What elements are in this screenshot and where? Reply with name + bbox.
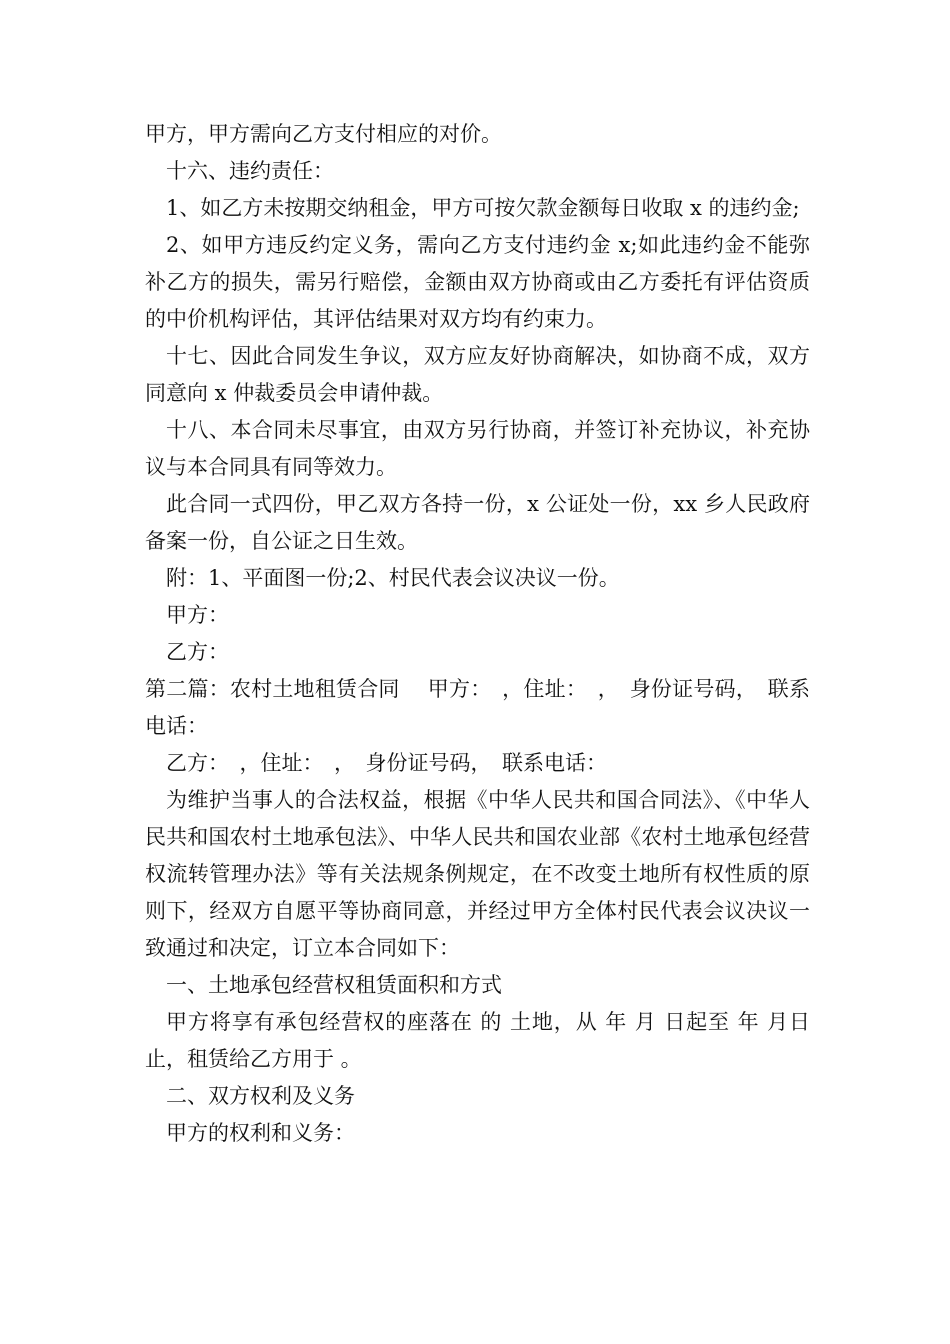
paragraph-13: 为维护当事人的合法权益，根据《中华人民共和国合同法》、《中华人民共和国农村土地承包法》、中华人民共和国农业部《农村土地承包经营权流转管理办法》等有关法规条例规定，在不改变土地所有权性质的原则下，经双方自愿平等协商同意，并经过甲方全体村民代表会议决议一致通过和决定，订立本合同如下： xyxy=(145,788,810,960)
paragraph-1: 甲方，甲方需向乙方支付相应的对价。 xyxy=(145,122,502,146)
contract-text xyxy=(145,116,810,1152)
paragraph-3: 1、如乙方未按期交纳租金，甲方可按欠款金额每日收取 x 的违约金; xyxy=(166,196,800,220)
paragraph-5: 十七、因此合同发生争议，双方应友好协商解决，如协商不成，双方同意向 x 仲裁委员会申请仲裁。 xyxy=(145,344,810,405)
paragraph-4: 2、如甲方违反约定义务，需向乙方支付违约金 x;如此违约金不能弥补乙方的损失，需另行赔偿，金额由双方协商或由乙方委托有评估资质的中价机构评估，其评估结果对双方均有约束力。 xyxy=(145,233,810,331)
paragraph-14: 一、土地承包经营权租赁面积和方式 xyxy=(166,973,502,997)
paragraph-2: 十六、违约责任： xyxy=(166,159,334,183)
paragraph-7: 此合同一式四份，甲乙双方各持一份，x 公证处一份，xx 乡人民政府备案一份，自公证之日生效。 xyxy=(145,492,810,553)
paragraph-16: 二、双方权利及义务 xyxy=(166,1084,355,1108)
paragraph-15: 甲方将享有承包经营权的座落在 的 土地，从 年 月 日起至 年 月日止，租赁给乙方用于 。 xyxy=(145,1010,810,1071)
paragraph-8: 附：1、平面图一份;2、村民代表会议决议一份。 xyxy=(166,566,620,590)
paragraph-17: 甲方的权利和义务： xyxy=(166,1121,355,1145)
paragraph-9: 甲方： xyxy=(166,603,229,627)
paragraph-10: 乙方： xyxy=(166,640,229,664)
paragraph-6: 十八、本合同未尽事宜，由双方另行协商，并签订补充协议，补充协议与本合同具有同等效力。 xyxy=(145,418,810,479)
paragraph-12: 乙方： ，住址： ， 身份证号码， 联系电话： xyxy=(166,751,607,775)
paragraph-11: 第二篇：农村土地租赁合同 甲方： ，住址： ， 身份证号码， 联系电话： xyxy=(145,677,810,738)
